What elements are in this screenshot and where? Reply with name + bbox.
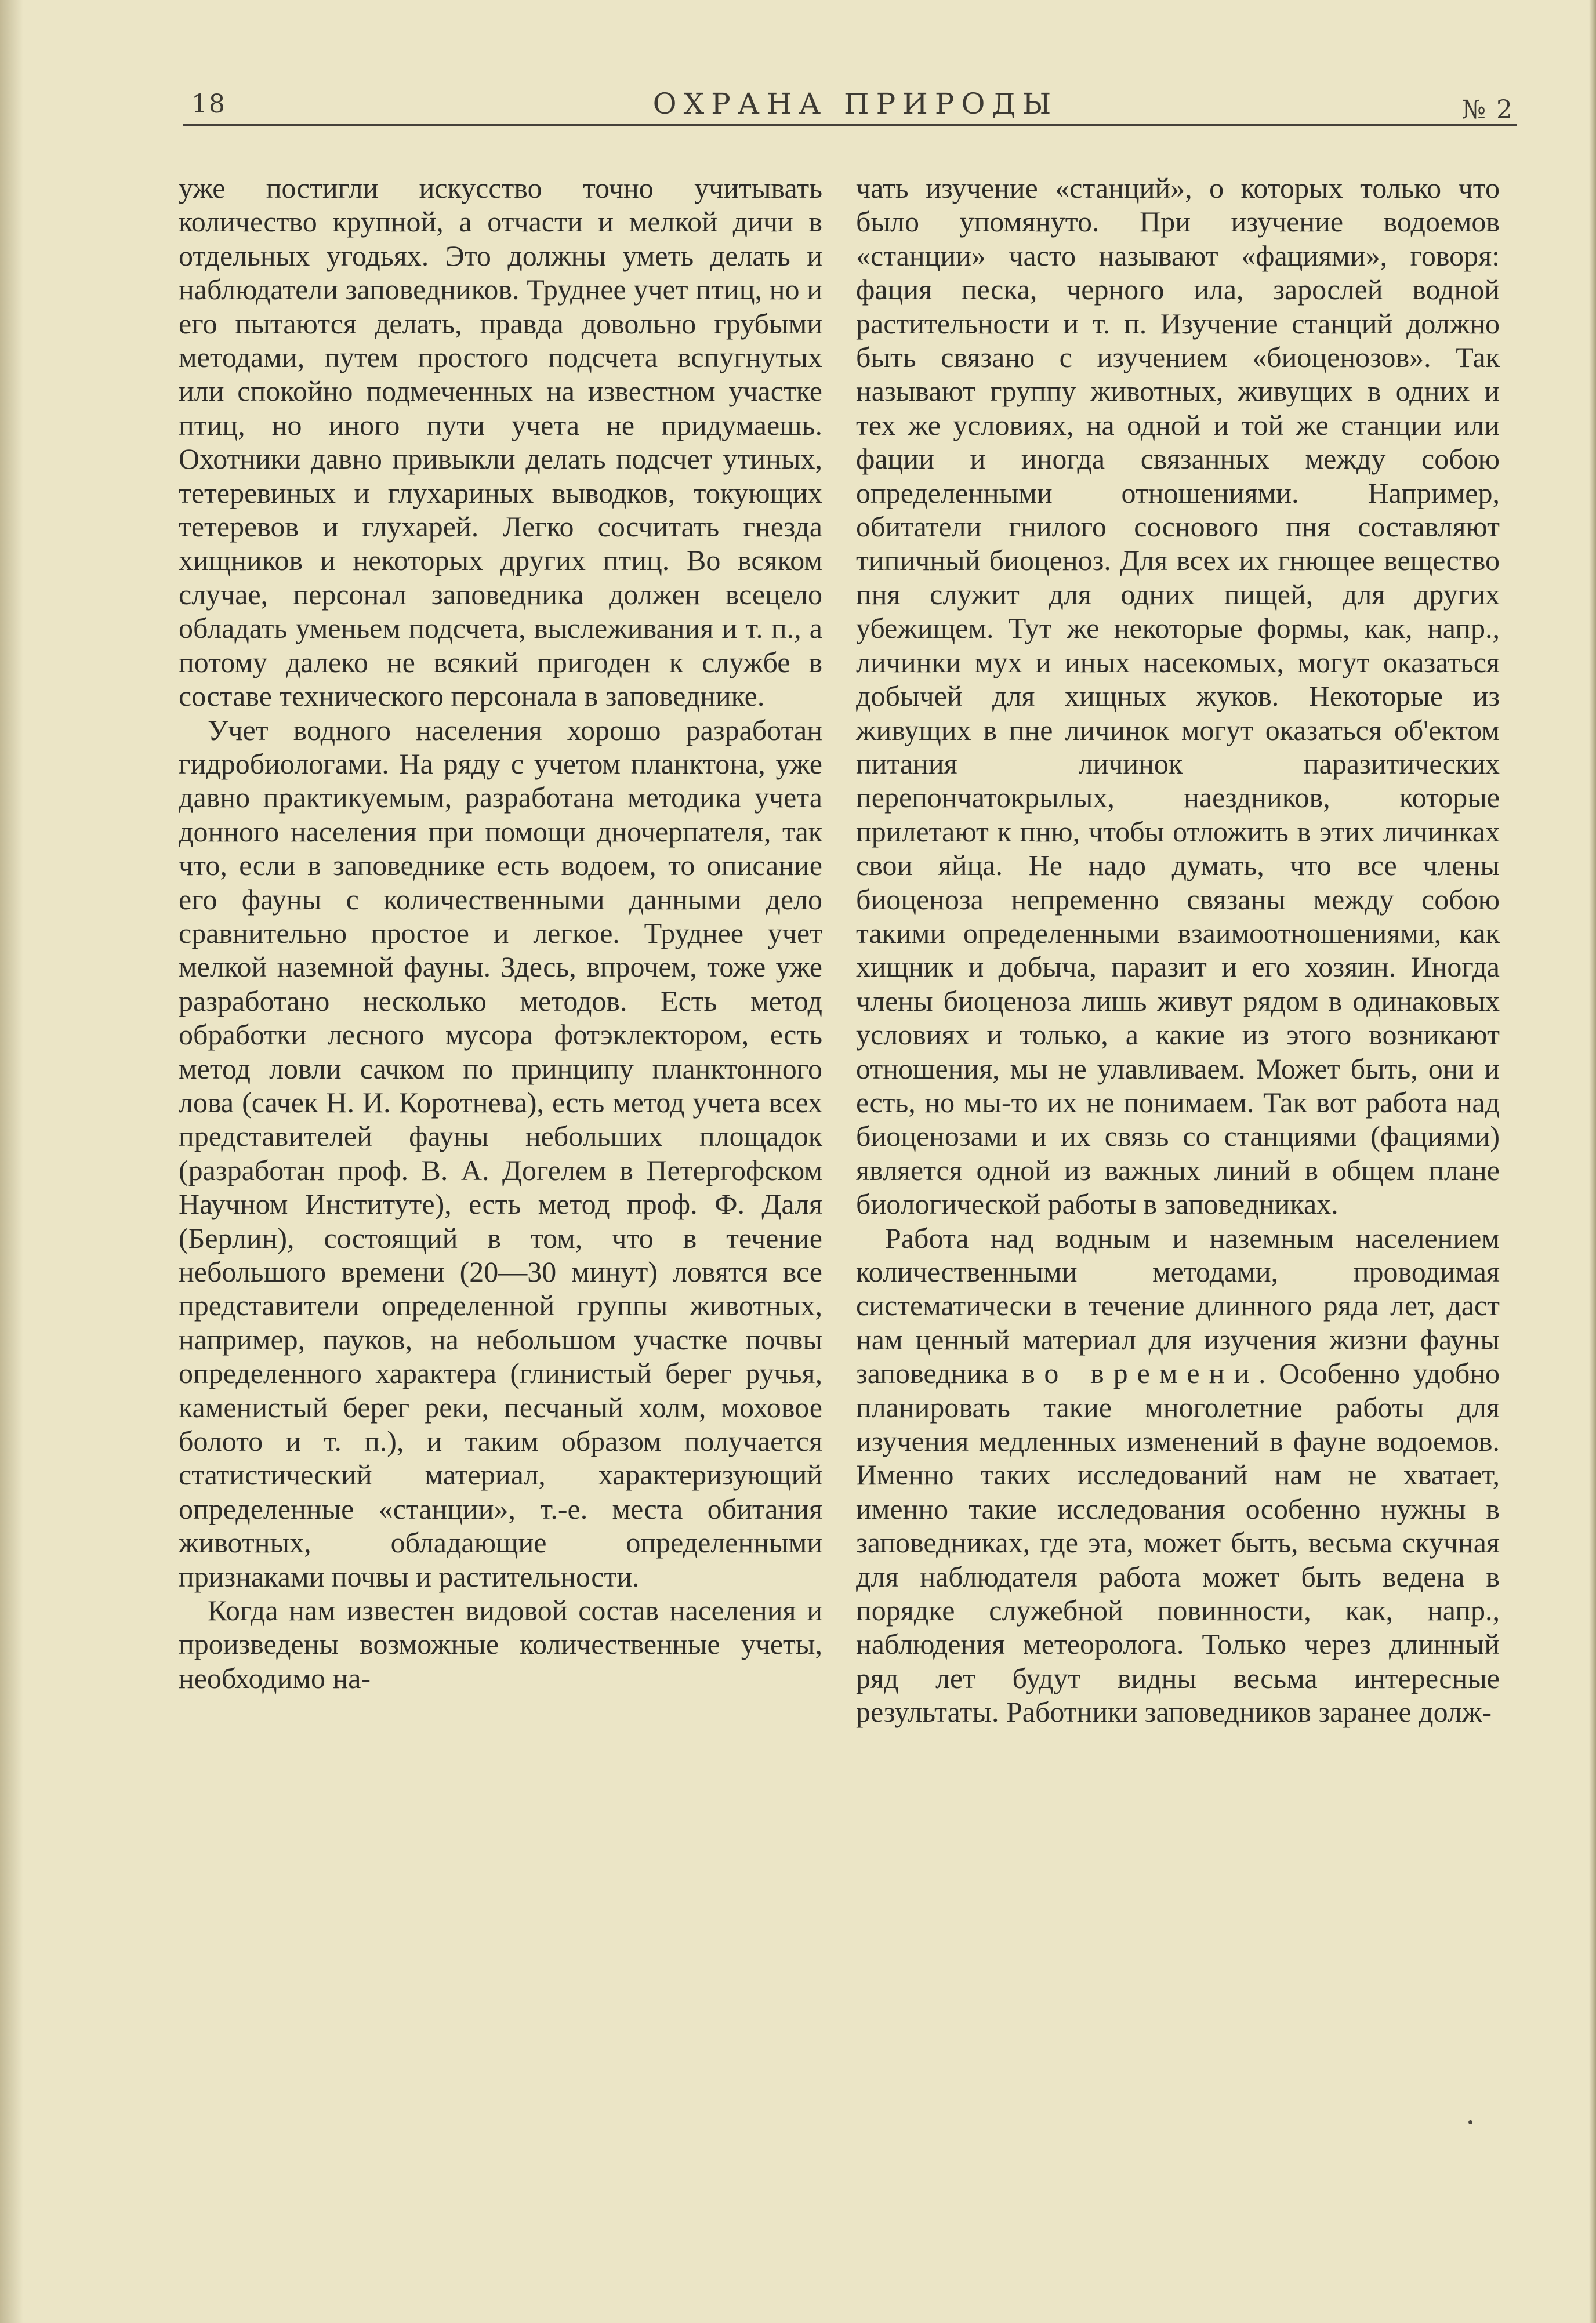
journal-title: ОХРАНА ПРИРОДЫ (652, 87, 1058, 121)
page-edge-shadow (0, 0, 23, 2323)
ink-dot (1468, 2120, 1472, 2124)
running-header (191, 87, 1519, 128)
left-paragraph-1: уже постигли искусство точно учитывать количество крупной, а отчасти и мелкой дичи в отдельных угодьях. Это должны уметь делать и наблюдатели заповедников. Труднее учет птиц, но и его пытаются делать, правда довольно грубыми методами, путем простого подсчета вспугнутых или спокойно подмеченных на известном участке птиц, но иного пути учета не придумаешь. Охотники давно привыкли делать подсчет утиных, тетеревиных и глухариных выводков, токующих тетеревов и глухарей. Легко сосчитать гнезда хищников и некоторых других птиц. Во всяком случае, персонал заповедника должен всецело обладать уменьем подсчета, выслеживания и т. п., а потому далеко не всякий пригоден к службе в составе технического персонала в заповеднике. (179, 172, 822, 713)
left-paragraph-2: Учет водного населения хорошо разработан гидробиологами. На ряду с учетом планктона, уже давно практикуемым, разработана методика учета донного населения при помощи дночерпателя, так что, если в заповеднике есть водоем, то описание его фауны с количественными данными дело сравнительно простое и легкое. Труднее учет мелкой наземной фауны. Здесь, впрочем, тоже уже разработано несколько методов. Есть метод обработки лесного мусора фотэклектором, есть метод ловли сачком по принципу планктонного лова (сачек Н. И. Коротнева), есть метод учета всех представителей фауны небольших площадок (разработан проф. В. А. Догелем в Петергофском Научном Институте), есть метод проф. Ф. Даля (Берлин), состоящий в том, что в течение небольшого времени (20—30 минут) ловятся все представители определенной группы животных, например, пауков, на небольшом участке почвы определенного характера (глинистый берег ручья, каменистый берег реки, песчаный холм, моховое болото и т. п.), и таким образом получается статистический материал, характеризующий определенные «станции», т.-е. места обитания животных, обладающие определенными признаками почвы и растительности. (179, 713, 822, 1593)
right-paragraph-2 (856, 1221, 1500, 1729)
right-paragraph-1: чать изучение «станций», о которых только что было упомянуто. При изучение водоемов «станции» часто называют «фациями», говоря: фация песка, черного ила, зарослей водной растительности и т. п. Изучение станций должно быть связано с изучением «биоценозов». Так называют группу животных, живущих в одних и тех же условиях, на одной и той же станции или фации и иногда связанных между собою определенными отношениями. Например, обитатели гнилого соснового пня составляют типичный биоценоз. Для всех их гнющее вещество пня служит для одних пищей, для других убежищем. Тут же некоторые формы, как, напр., личинки мух и иных насекомых, могут оказаться добычей для хищных жуков. Некоторые из живущих в пне личинок могут оказаться об'ектом питания личинок паразитических перепончатокрылых, наездников, которые прилетают к пню, чтобы отложить в этих личинках свои яйца. Не надо думать, что все члены биоценоза непременно связаны между собою такими определенными взаимоотношениями, как хищник и добыча, паразит и его хозяин. Иногда члены биоценоза лишь живут рядом в одинаковых условиях и только, а какие из этого возникают отношения, мы не улавливаем. Может быть, они и есть, но мы-то их не понимаем. Так вот работа над биоценозами и их связь со станциями (фациями) является одной из важных линий в общем плане биологической работы в заповедниках. (856, 172, 1500, 1221)
page-number: 18 (191, 89, 226, 119)
header-rule (183, 124, 1517, 126)
left-paragraph-3: Когда нам известен видовой состав населения и произведены возможные количественные учеты, необходимо на- (179, 1594, 822, 1694)
page-right-edge (1589, 0, 1596, 2323)
spaced-emphasis: во времени (1021, 1357, 1259, 1390)
paragraph-text-after-emphasis: . Особенно удобно планировать такие многолетние работы для изучения медленных изменений в фауне водоемов. Именно таких исследований нам не хватает, именно такие исследования особенно нужны в заповедниках, где эта, может быть, весьма скучная для наблюдателя работа может быть ведена в порядке служебной повинности, как, напр., наблюдения метеоролога. Только через длинный ряд лет будут видны весьма интересные результаты. Работники заповедников заранее долж- (856, 1357, 1500, 1729)
right-column (856, 171, 1500, 1729)
issue-number: № 2 (1461, 95, 1514, 125)
paragraph-text-before-emphasis: Работа над водным и наземным населением количественными методами, проводимая систематически в течение длинного ряда лет, даст нам ценный материал для изучения жизни фауны заповедника (856, 1221, 1500, 1390)
left-column (179, 171, 822, 1695)
